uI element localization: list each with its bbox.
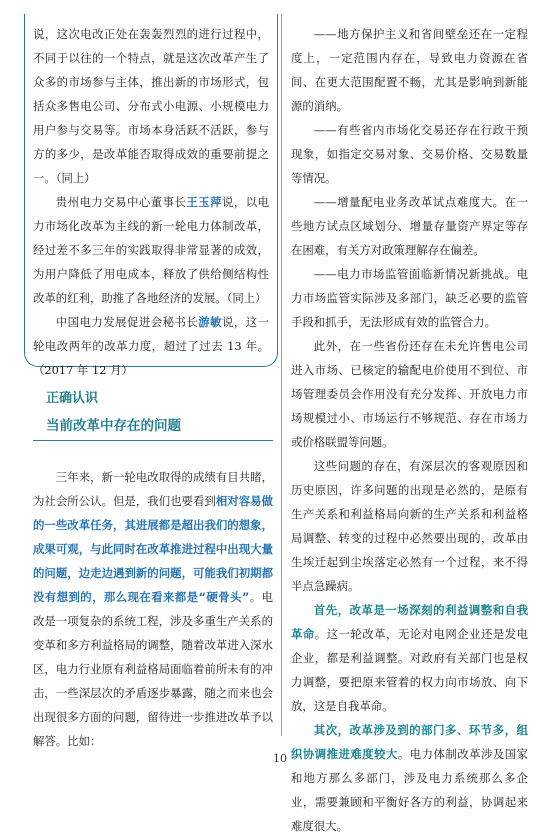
quote-paragraph-3 bbox=[33, 310, 269, 382]
right-paragraph-6: 这些问题的存在，有深层次的客观原因和历史原因，许多问题的出现是必然的，是原有生产关系和利益格局向新的生产关系和利益格局调整、转变的过程中必然要出现的，改革由生埃迁起到尘埃落定必然有一个过程，来不得半点急躁病。 bbox=[291, 459, 528, 593]
section-divider bbox=[33, 440, 273, 441]
right-paragraph-4: ——电力市场监管面临新情况新挑战。电力市场监管实际涉及多部门，缺乏必要的监管手段和抓手，无法形成有效的监管合力。 bbox=[291, 267, 528, 329]
right-8-highlight: 其次，改革涉及到的部门多、环节多，组织协调推进难度较大 bbox=[291, 723, 528, 761]
quote-2-prefix: 贵州电力交易中心董事长 bbox=[55, 195, 187, 209]
right-column bbox=[291, 22, 528, 838]
body-1-highlight: 相对容易做的一些改革任务，其进展都是超出我们的想象，成果可观，与此同时在改革推进过程中出现大量的问题，边走边遇到新的问题，可能我们初期都没有想到的，那么现在看来都是“硬骨头” bbox=[33, 494, 273, 604]
right-paragraph-3: ——增量配电业务改革试点难度大。在一些地方试点区域划分、增量存量资产界定等存在困难，有关方对政策理解存在偏差。 bbox=[291, 195, 528, 257]
column-divider bbox=[281, 14, 282, 736]
section-kicker: 正确认识 bbox=[46, 391, 99, 406]
right-paragraph-8 bbox=[291, 718, 528, 838]
right-paragraph-5: 此外，在一些省份还存在未允许售电公司进入市场、已核定的输配电价使用不到位、市场管理委员会作用没有充分发挥、开放电力市场规模过小、市场运行不够规范、存在市场力或价格联盟等问题。 bbox=[291, 339, 528, 449]
person-name-you: 游敏 bbox=[198, 315, 222, 329]
body-paragraph-1 bbox=[33, 465, 273, 753]
right-7-highlight: 首先，改革是一场深刻的利益调整和自我革命 bbox=[291, 603, 528, 641]
quote-3-rest: 说，这一轮电改两年的改革力度，超过了过去 13 年。（2017 年 12 月） bbox=[33, 315, 269, 377]
body-1-end: 。电改是一项复杂的系统工程，涉及多重生产关系的变革和多方利益格局的调整，随着改革进入深水区，电力行业原有利益格局面临着前所未有的冲击，一些深层次的矛盾逐步暴露，随之而来也会出现很多方面的问题，留待进一步推进改革予以解答。比如： bbox=[33, 590, 273, 748]
right-paragraph-2: ——有些省内市场化交易还存在行政干预现象，如指定交易对象、交易价格、交易数量等情况。 bbox=[291, 123, 528, 185]
right-paragraph-7 bbox=[291, 598, 528, 718]
page-number: 10 bbox=[273, 752, 287, 765]
body-1-start: 三年来，新一轮电改取得的成绩有目共睹，为社会所公认。但是，我们也要看到 bbox=[33, 470, 273, 508]
quote-2-rest: 说，以电力市场化改革为主线的新一轮电力体制改革，经过差不多三年的实践取得非常显著的成效，为用户降低了用电成本，释放了供给侧结构性改革的红利，助推了各地经济的发展。（同上） bbox=[33, 195, 269, 305]
right-paragraph-1: ——地方保护主义和省间壁垒还在一定程度上，一定范围内存在，导致电力资源在省间、在更大范围配置不畅，尤其是影响到新能源的消纳。 bbox=[291, 27, 528, 113]
section-title: 当前改革中存在的问题 bbox=[46, 418, 181, 434]
right-7-rest: 。这一轮改革，无论对电网企业还是发电企业，都是利益调整。对政府有关部门也是权力调整，要把原来管着的权力向市场放、向下放，这是自我革命。 bbox=[291, 627, 528, 713]
right-8-rest: 。电力体制改革涉及国家和地方那么多部门，涉及电力系统那么多企业，需要兼顾和平衡好各方的利益，协调起来难度很大。 bbox=[291, 747, 528, 833]
left-body-text bbox=[33, 465, 273, 753]
person-name-wang: 王玉萍 bbox=[186, 195, 222, 209]
quote-paragraph-1: 说，这次电改正处在轰轰烈烈的进行过程中，不同于以往的一个特点，就是这次改革产生了众多的市场参与主体，推出新的市场形式，包括众多售电公司、分布式小电源、小规模电力用户参与交易等。市场本身活跃不活跃，参与方的多少，是改革能否取得成效的重要前提之一。（同上） bbox=[33, 27, 269, 185]
quote-paragraph-2 bbox=[33, 190, 269, 310]
left-column-quotes bbox=[33, 22, 269, 382]
quote-3-prefix: 中国电力发展促进会秘书长 bbox=[55, 315, 199, 329]
